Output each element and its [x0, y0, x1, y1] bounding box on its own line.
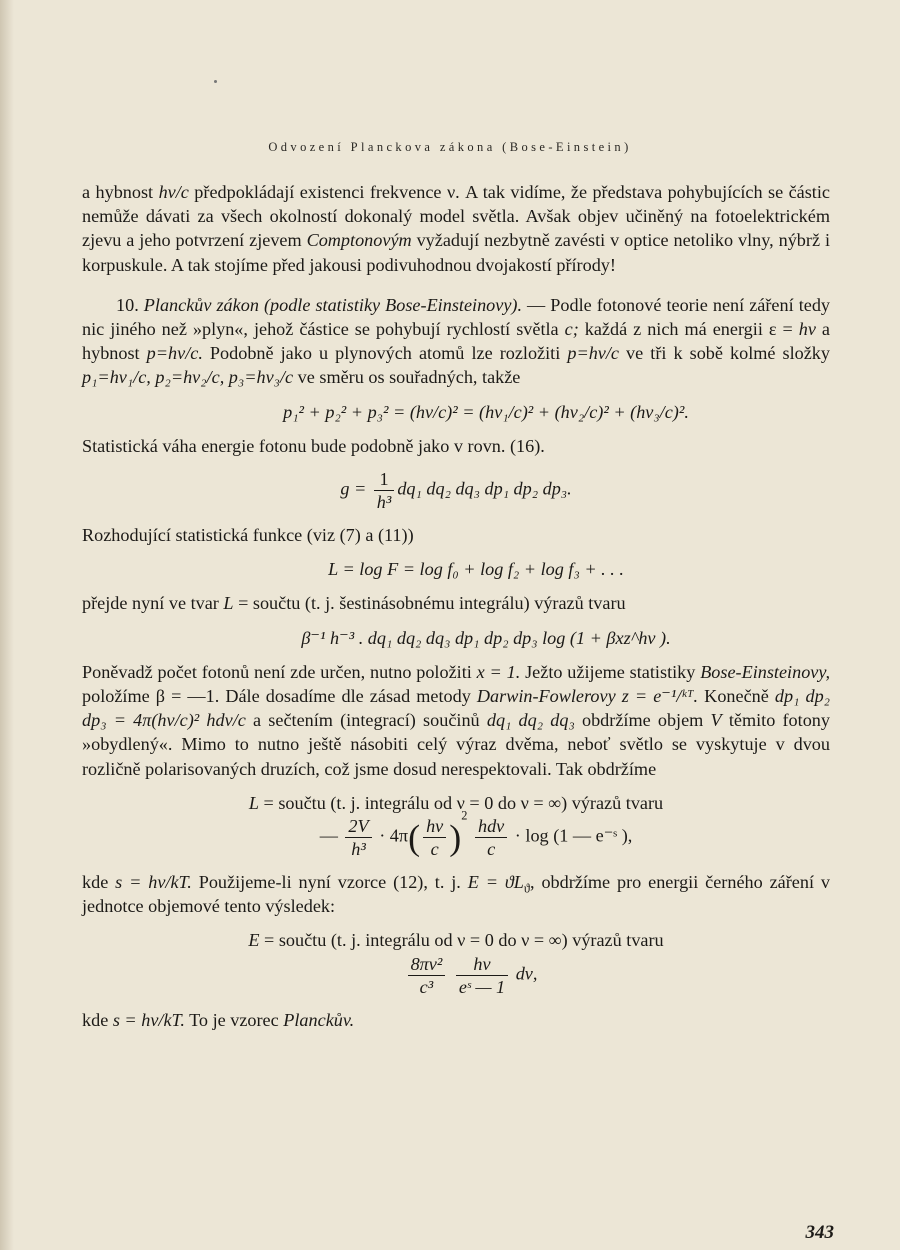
text-span: kde	[82, 1009, 113, 1030]
print-speck	[214, 80, 217, 83]
name-italic: Bose-Einsteinovy,	[700, 661, 830, 682]
text-span: vyžadují nezbytně zavésti v optice netoliko vlny, nýbrž i korpuskule. A tak stojíme před jakousi podivuhodnou dvojakostí přírody!	[82, 230, 831, 275]
text-span: Použijeme-li nyní vzorce (12), t. j.	[191, 872, 468, 893]
fraction	[456, 953, 508, 998]
math-span: L	[248, 792, 259, 813]
text-span: a sečtením (integrací) součinů	[245, 710, 487, 731]
math-span: E = ϑL	[467, 872, 524, 893]
equation-L-integrand	[82, 808, 830, 860]
right-paren: )	[449, 817, 462, 858]
text-span: a hybnost	[82, 182, 159, 202]
math-span: dp₁ dp₂ dp₃ = 4π(hν/c)² hdν/c	[82, 686, 831, 731]
running-head: Odvození Planckova zákona (Bose-Einstein)	[268, 140, 632, 154]
L-sum-line	[82, 791, 830, 815]
math-span: dq₁ dq₂ dq₃ dp₁ dp₂ dp₃.	[397, 478, 572, 499]
fraction-numerator: hν	[456, 953, 508, 976]
text-span: ve tři k sobě kolmé složky	[619, 343, 830, 364]
fraction-numerator: 2V	[345, 815, 371, 838]
fraction-numerator: hdν	[475, 815, 507, 838]
text-span: Konečně	[698, 686, 775, 707]
text-span: = součtu (t. j. integrálu od ν = 0 do ν = ∞) výrazů tvaru	[258, 792, 664, 813]
final-line	[82, 1008, 830, 1032]
fraction-denominator: h³	[376, 492, 392, 513]
math-span: · 4π	[379, 825, 409, 846]
math-span: hν/c	[158, 182, 189, 202]
text-span: ve směru os souřadných, takže	[293, 367, 521, 388]
section-title: Planckův zákon (podle statistiky Bose-Einsteinovy).	[143, 294, 523, 315]
page-body	[82, 180, 830, 1032]
text-span: Ježto užijeme statistiky	[520, 661, 701, 682]
text-span: kde	[82, 872, 116, 893]
math-subscript: ϑ	[523, 881, 531, 896]
math-span: L = log F = log f₀ + log f₂ + log f₃ + . . .	[328, 559, 624, 580]
math-span: dν,	[515, 963, 538, 984]
name-italic: Planckův.	[283, 1009, 355, 1030]
transform-text	[82, 591, 830, 615]
text-span: přejde nyní ve tvar	[82, 593, 224, 614]
text-span: každá z nich má energii ε =	[578, 319, 799, 340]
equation-momentum	[82, 400, 830, 424]
text-span: obdržíme objem	[574, 710, 711, 731]
math-span: c;	[564, 319, 579, 340]
fraction	[408, 953, 446, 998]
weight-text: Statistická váha energie fotonu bude podobně jako v rovn. (16).	[82, 435, 545, 456]
left-paren: (	[408, 817, 421, 858]
text-span: a hybnost	[82, 319, 830, 364]
math-span: p₁=hν₁/c, p₂=hν₂/c, p₃=hν₃/c	[82, 367, 294, 388]
fraction	[345, 815, 371, 860]
fraction-numerator: 1	[374, 468, 395, 491]
count-paragraph	[82, 660, 830, 781]
fraction-denominator: h³	[351, 839, 366, 860]
equation-L	[82, 557, 830, 581]
text-span: těmito fotony »obydlený«. Mimo to nutno ještě násobiti celý výraz dvěma, neboť světlo se vyskytuje v dvou rozličně polarisovaných druzích, což jsme dosud nerespektovali. Tak obdržíme	[82, 710, 830, 779]
math-span: p=hν/c	[567, 343, 620, 364]
math-span: s = hν/kT.	[112, 1009, 185, 1030]
section-10-paragraph	[82, 293, 830, 390]
math-span: · log (1 — e⁻ˢ ),	[514, 825, 633, 846]
text-span: , obdržíme pro energii černého záření v jednotce objemové tento výsledek:	[82, 872, 830, 917]
equation-beta	[82, 626, 830, 650]
text-span: položíme β = —1. Dále dosadíme dle zásad metody	[82, 686, 477, 707]
text-span: Podobně jako u plynových atomů lze rozložiti	[202, 343, 568, 364]
math-span: L	[223, 593, 234, 614]
fraction	[423, 815, 446, 860]
text-span: — Podle fotonové teorie není záření tedy nic jiného než »plyn«, jehož částice se pohybují rychlostí světla	[82, 294, 831, 340]
fraction-denominator: eˢ — 1	[458, 976, 506, 997]
fraction-denominator: c	[487, 839, 496, 860]
text-span: Poněvadž počet fotonů není zde určen, nutno položiti	[82, 661, 477, 682]
math-span: β⁻¹ h⁻³ . dq₁ dq₂ dq₃ dp₁ dp₂ dp₃ log (1 + βxz^hν ).	[301, 627, 671, 648]
math-span: E	[248, 930, 260, 951]
s-paragraph	[82, 870, 830, 918]
page-edge-shadow	[0, 0, 14, 1250]
equation-planck	[82, 953, 830, 998]
fraction	[475, 815, 507, 860]
math-span: g =	[340, 478, 371, 499]
text-span: To je vzorec	[184, 1009, 284, 1030]
fraction-denominator: c³	[419, 976, 434, 997]
page-number: 343	[805, 1222, 834, 1243]
text-span: = součtu (t. j. šestinásobnému integrálu) výrazů tvaru	[233, 593, 626, 614]
equation-g	[82, 468, 830, 513]
math-span: s = hν/kT.	[115, 872, 192, 893]
text-span: = součtu (t. j. integrálu od ν = 0 do ν = ∞) výrazů tvaru	[259, 930, 664, 951]
function-text: Rozhodující statistická funkce (viz (7) a (11))	[82, 525, 414, 546]
fraction	[374, 468, 395, 513]
math-span: z = e⁻¹/ᵏᵀ.	[615, 686, 699, 707]
math-span: x = 1.	[476, 661, 521, 682]
math-span: —	[319, 825, 338, 846]
name-italic: Comptonovým	[306, 230, 412, 251]
E-sum-line	[82, 928, 830, 952]
math-span: V	[710, 710, 722, 731]
fraction-numerator: hν	[423, 815, 446, 838]
section-number: 10.	[116, 294, 144, 315]
math-span: hν	[798, 319, 816, 340]
exponent: 2	[461, 808, 468, 823]
fraction-denominator: c	[430, 839, 439, 860]
math-span: dq₁ dq₂ dq₃	[486, 710, 575, 731]
math-span: p₁² + p₂² + p₃² = (hν/c)² = (hν₁/c)² + (hν₂/c)² + (hν₃/c)².	[283, 401, 689, 422]
intro-paragraph	[82, 180, 830, 277]
math-span: p=hν/c.	[146, 343, 203, 364]
name-italic: Darwin-Fowlerovy	[476, 686, 616, 707]
text-span: předpokládají existenci frekvence ν. A tak vidíme, že představa pohybujících se částic nemůže dávati za všech okolností dokonalý model světla. Avšak objev učiněný na fotoelektrickém zjevu a jeho potvrzení zjevem	[82, 182, 830, 251]
fraction-numerator: 8πν²	[408, 953, 446, 976]
